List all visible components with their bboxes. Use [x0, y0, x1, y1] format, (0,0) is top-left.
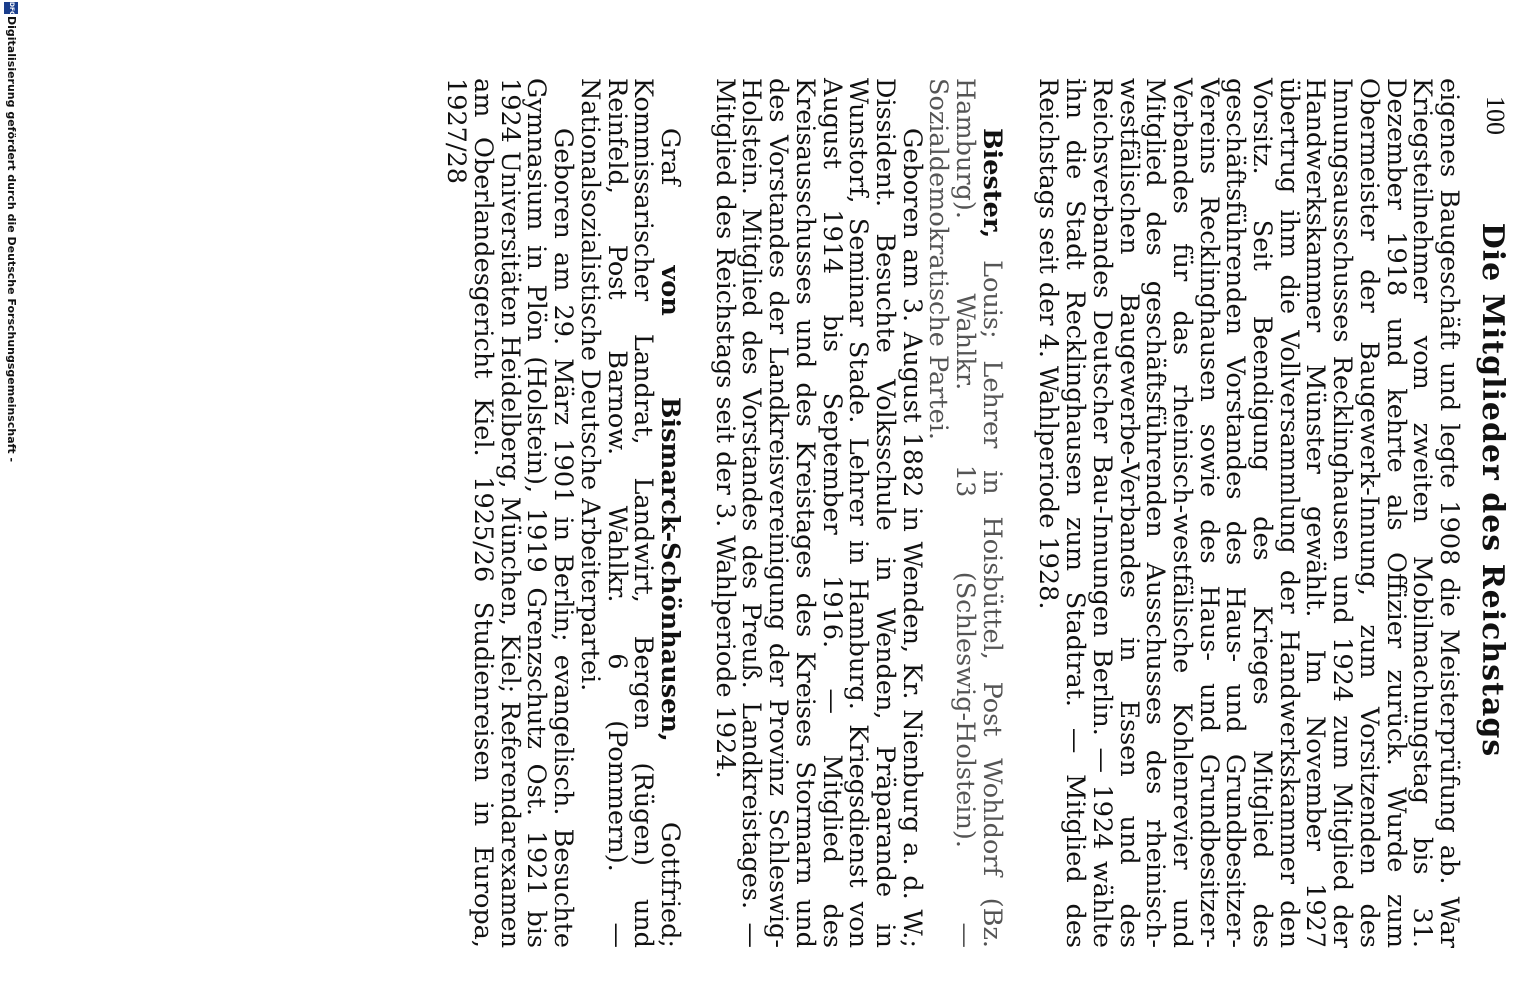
dfg-logo-icon: DFG — [4, 2, 18, 14]
attribution-text: Digitalisierung gefördert durch die Deutsche Forschungsgemeinschaft - — [5, 16, 18, 463]
member-entry-header — [925, 78, 1005, 948]
member-title: Graf — [655, 128, 686, 266]
member-biography: Geboren am 29. März 1901 in Berlin; evangelisch. Besuchte Gymnasium in Plön (Holstein), 1919 Grenzschutz Ost. 1921 bis 1924 Universitäten Heidelberg, München, Kiel; Referendarexamen am Oberlandesgericht Kiel. 1925/26 Studienreisen in Europa, 1927/28 — [441, 78, 579, 948]
member-entry-bismarck — [441, 78, 686, 948]
member-biography: Geboren am 3. August 1882 in Wenden, Kr. Nienburg a. d. W.; Dissident. Besuchte Volksschule in Wenden, Präparande in Wunstorf, Seminar Stade. Lehrer in Hamburg. Kriegsdienst von August 1914 bis September 1916. — Mitglied des Kreisausschusses und des Kreistages des Kreises Stormarn und des Vorstandes der Landkreisvereinigung der Provinz Schleswig-Holstein. Mitglied des Vorstandes des Preuß. Landkreistages. — Mitglied des Reichstags seit der 3. Wahlperiode 1924. — [709, 78, 927, 948]
member-entry-header — [574, 78, 686, 948]
page-number: 100 — [1481, 96, 1510, 135]
member-details: Louis; Lehrer in Hoisbüttel, Post Wohldorf (Bz. Hamburg). Wahlkr. 13 (Schleswig-Holstein). — Sozialdemokratische Partei. — [923, 78, 1007, 948]
member-entry-biester — [711, 78, 1005, 948]
page-header — [1458, 50, 1518, 930]
continuation-paragraph: eigenes Baugeschäft und legte 1908 die Meisterprüfung ab. War Kriegsteilnehmer vom zweiten Mobilmachungstag bis 31. Dezember 1918 und kehrte als Offizier zurück. Wurde zum Obermeister der Baugewerk-Innung, zum Vorsitzenden des Innungsausschusses Recklinghausen und 1924 zum Mitglied der Handwerkskammer Münster gewählt. Im November 1927 übertrug ihm die Vollversammlung der Handwerkskammer den Vorsitz. Seit Beendigung des Krieges Mitglied des geschäftsführenden Vorstandes des Haus- und Grundbesitzer-Vereins Recklinghausen sowie des Haus- und Grundbesitzer-Verbandes für das rheinisch-westfälische Kohlenrevier und Mitglied des geschäftsführenden Ausschusses des rheinisch-westfälischen Baugewerbe-Verbandes in Essen und des Reichsverbandes Deutscher Bau-Innungen Berlin. — 1924 wählte ihn die Stadt Recklinghausen zum Stadtrat. — Mitglied des Reichstags seit der 4. Wahlperiode 1928. — [1033, 78, 1464, 948]
running-title: Die Mitglieder des Reichstags — [1475, 222, 1510, 758]
member-name: von Bismarck-Schönhausen, — [655, 265, 686, 742]
page-body — [415, 78, 1462, 948]
attribution-strip — [0, 0, 20, 1000]
member-name: Biester, — [976, 128, 1007, 239]
member-details: Gottfried; Kommissarischer Landrat, Landwirt, Bergen (Rügen) und Reinfeld, Post Barnow. Wahlkr. 6 (Pommern). — Nationalsozialistische Deutsche Arbeiterpartei. — [574, 78, 686, 948]
